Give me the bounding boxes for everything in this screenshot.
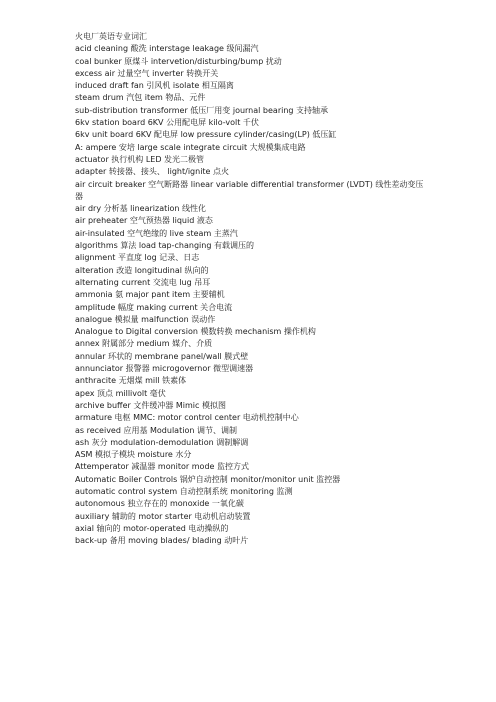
vocabulary-line: annular 环状的 membrane panel/wall 膜式壁 [75,351,249,361]
vocabulary-line: alternating current 交流电 lug 吊耳 [75,277,211,287]
vocabulary-line: annex 附属部分 medium 媒介、介质 [75,339,213,349]
vocabulary-line: alteration 改造 longitudinal 纵向的 [75,265,209,275]
vocabulary-line: adapter 转接器、接头、 light/ignite 点火 [75,167,230,177]
vocabulary-line: archive buffer 文件缓冲器 Mimic 模拟图 [75,400,226,410]
vocabulary-line: sub-distribution transformer 低压厂用变 journal bearing 支持轴承 [75,105,329,115]
vocabulary-line: actuator 执行机构 LED 发光二极管 [75,154,205,164]
vocabulary-line: as received 应用基 Modulation 调节、调制 [75,425,237,435]
vocabulary-line: 6kv unit board 6KV 配电屏 low pressure cylinder/casing(LP) 低压缸 [75,130,337,140]
vocabulary-line: steam drum 汽包 item 物品、元件 [75,93,206,103]
vocabulary-line: Attemperator 减温器 monitor mode 监控方式 [75,462,249,472]
vocabulary-line: automatic control system 自动控制系统 monitoring 监测 [75,486,293,496]
vocabulary-line: analogue 模拟量 malfunction 误动作 [75,314,216,324]
vocabulary-line: 6kv station board 6KV 公用配电屏 kilo-volt 千伏 [75,118,259,128]
document-body [75,31,425,547]
vocabulary-line: apex 顶点 millivolt 毫伏 [75,388,166,398]
vocabulary-line: ASM 模拟子模块 moisture 水分 [75,450,192,460]
vocabulary-line: air dry 分析基 linearization 线性化 [75,204,206,214]
vocabulary-line: anthracite 无烟煤 mill 铁素体 [75,376,187,386]
document-title: 火电厂英语专业词汇 [75,32,147,41]
vocabulary-line: induced draft fan 引风机 isolate 相互隔离 [75,81,234,91]
vocabulary-line: amplitude 幅度 making current 关合电流 [75,302,233,312]
vocabulary-line: annunciator 报警器 microgovernor 微型调速器 [75,364,254,374]
vocabulary-line: axial 轴向的 motor-operated 电动操纵的 [75,523,229,533]
vocabulary-list [75,43,425,547]
vocabulary-line: ash 灰分 modulation-demodulation 调制解调 [75,437,249,447]
vocabulary-line: coal bunker 原煤斗 intervetion/disturbing/bump 扰动 [75,56,282,66]
vocabulary-line: back-up 备用 moving blades/ blading 动叶片 [75,536,249,546]
vocabulary-line: air-insulated 空气绝缘的 live steam 主蒸汽 [75,228,238,238]
vocabulary-line: A: ampere 安培 large scale integrate circuit 大规模集成电路 [75,142,306,152]
vocabulary-line: auxiliary 辅助的 motor starter 电动机启动装置 [75,511,251,521]
vocabulary-line: Analogue to Digital conversion 模数转换 mechanism 操作机构 [75,327,316,337]
vocabulary-line: acid cleaning 酸洗 interstage leakage 级间漏汽 [75,44,259,54]
vocabulary-line: Automatic Boiler Controls 锅炉自动控制 monitor/monitor unit 监控器 [75,474,341,484]
vocabulary-line: ammonia 氨 major pant item 主要辅机 [75,290,225,300]
vocabulary-line: alignment 平直度 log 记录、日志 [75,253,200,263]
vocabulary-line: autonomous 独立存在的 monoxide 一氧化碳 [75,499,244,509]
vocabulary-line: algorithms 算法 load tap-changing 有载调压的 [75,241,254,251]
vocabulary-line: excess air 过量空气 inverter 转换开关 [75,68,219,78]
vocabulary-line: armature 电枢 MMC: motor control center 电动机控制中心 [75,413,299,423]
vocabulary-line: air circuit breaker 空气断路器 linear variable differential transformer (LVDT) 线性差动变压器 [75,179,424,201]
vocabulary-line: air preheater 空气预热器 liquid 液态 [75,216,213,226]
